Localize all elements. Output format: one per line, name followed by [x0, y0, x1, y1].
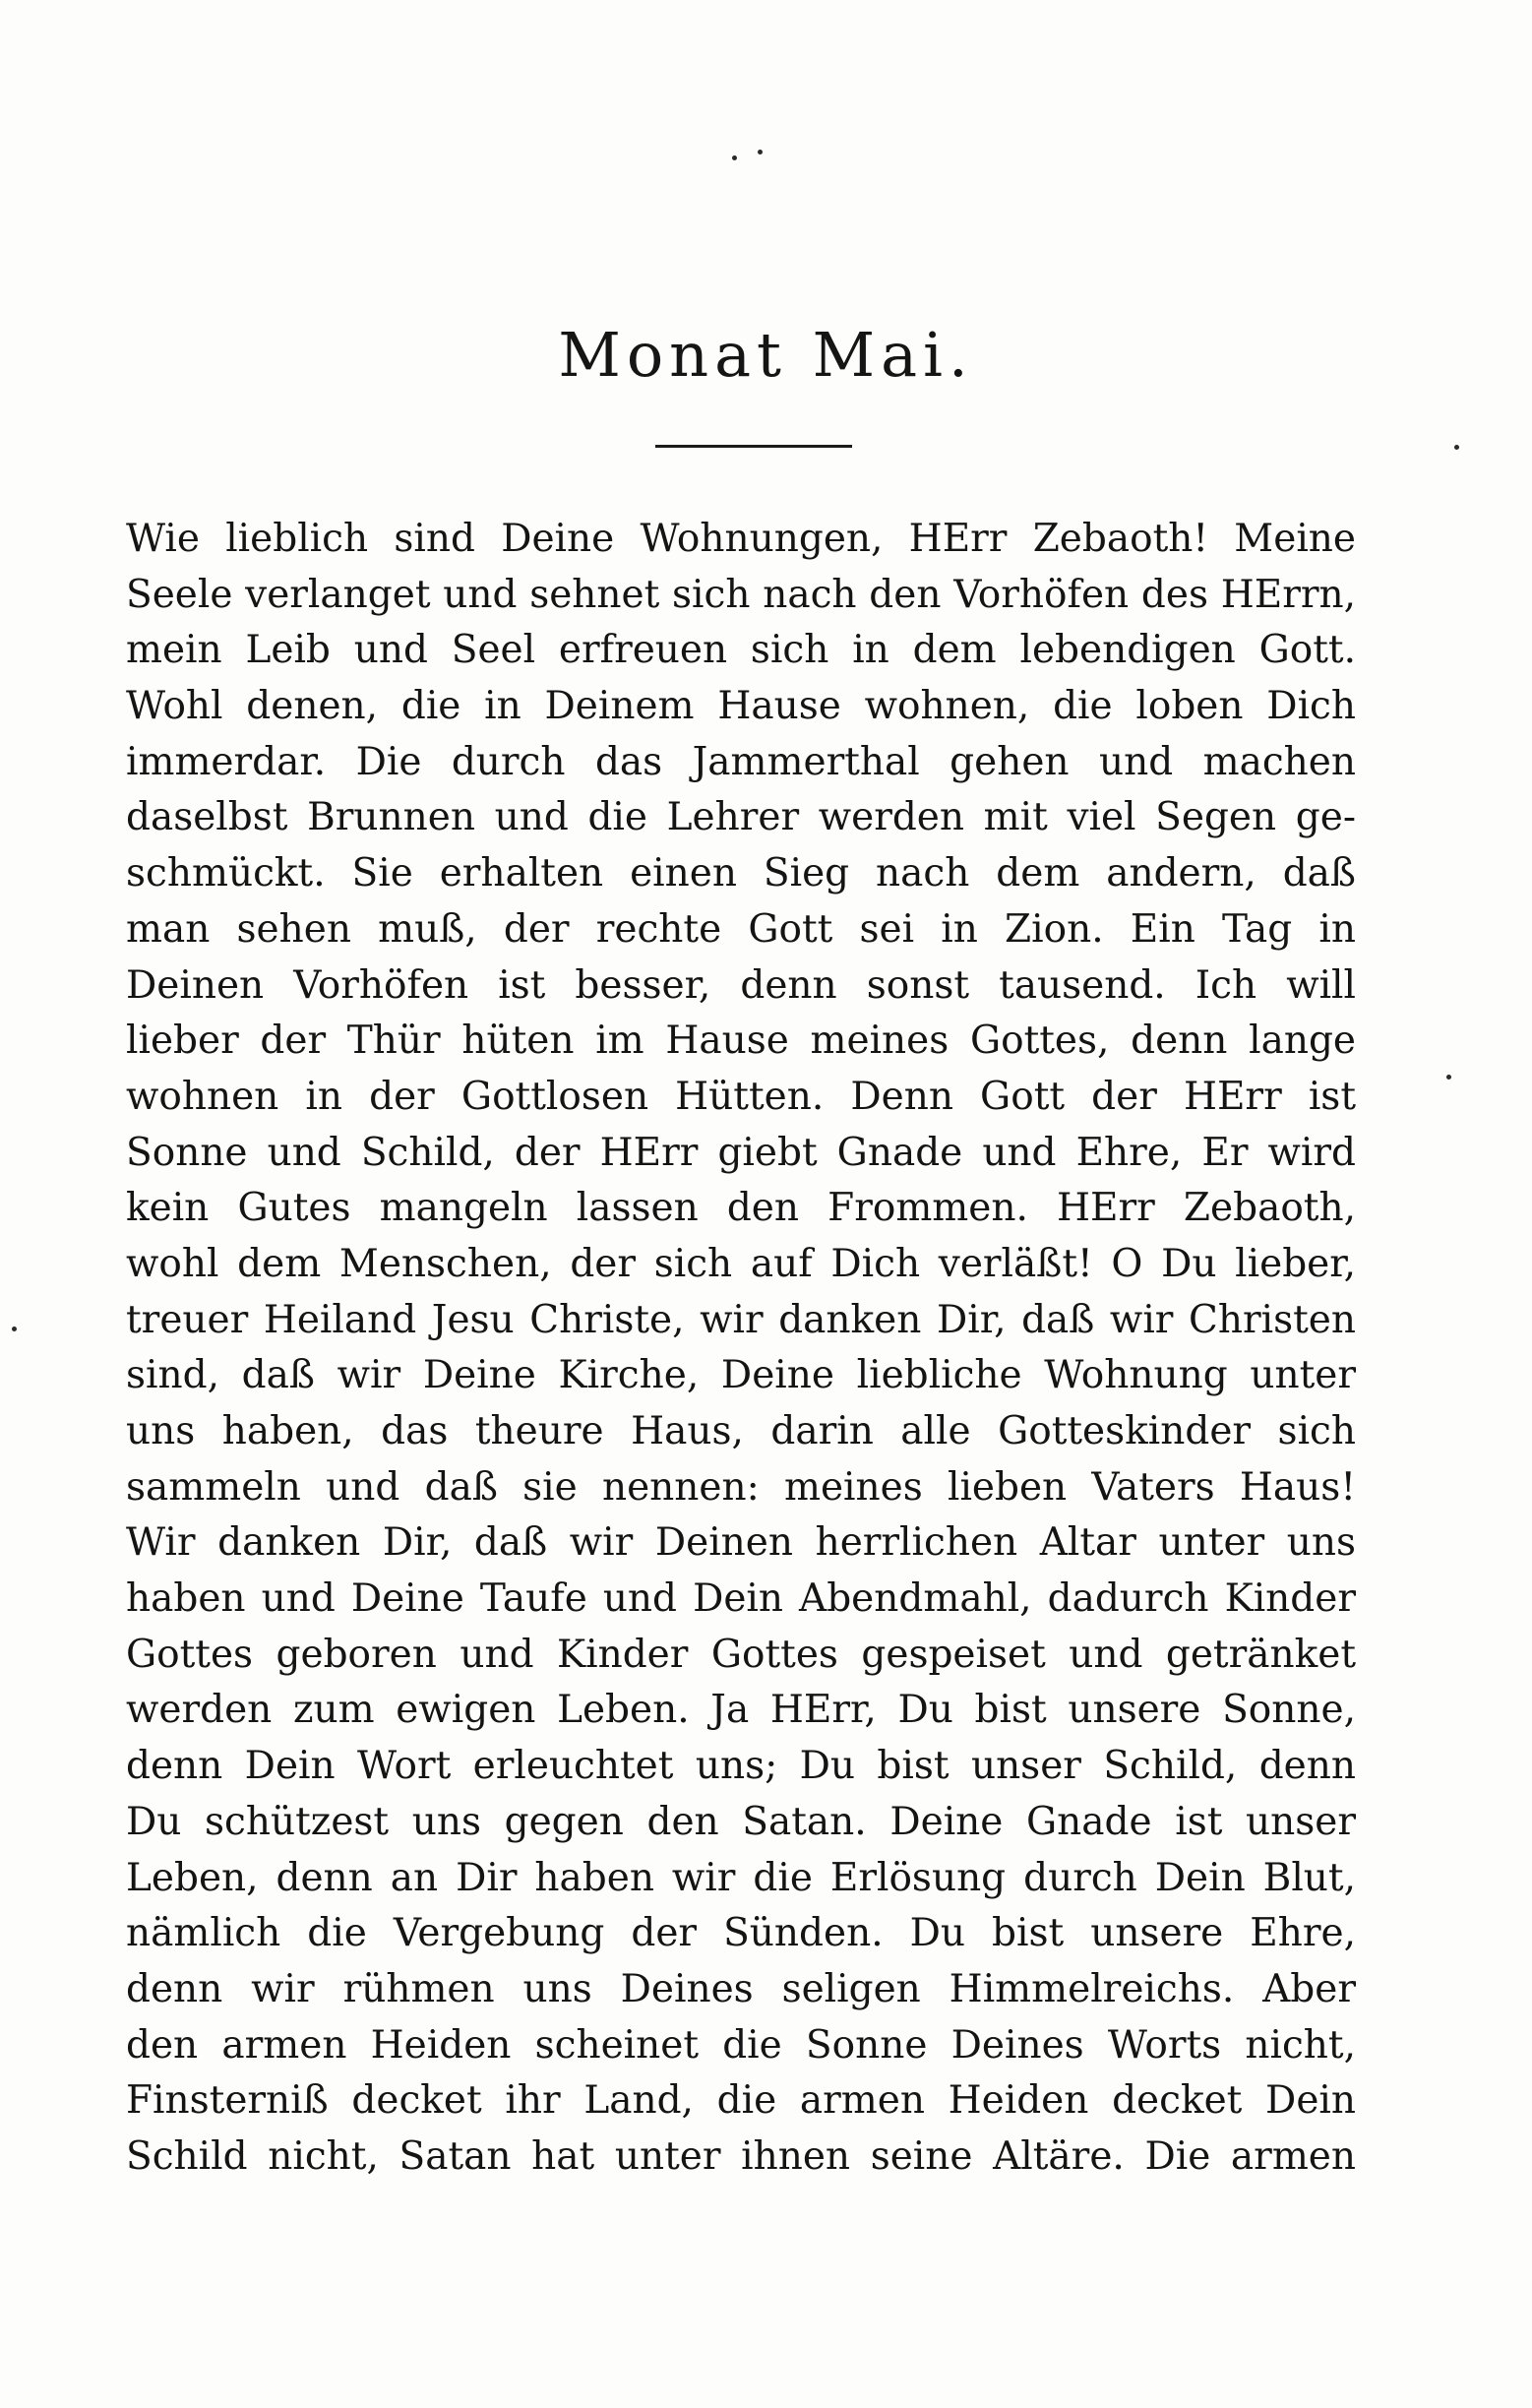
text-line: Du schützest uns gegen den Satan. Deine Gnade ist unser [126, 1799, 1356, 1844]
text-line: Deinen Vorhöfen ist besser, denn sonst tausend. Ich will [126, 962, 1356, 1008]
text-line: daselbst Brunnen und die Lehrer werden mit viel Segen ge- [126, 795, 1356, 840]
text-line: lieber der Thür hüten im Hause meines Gottes, denn lange [126, 1019, 1356, 1064]
text-line: Leben, denn an Dir haben wir die Erlösung durch Dein Blut, [126, 1855, 1356, 1900]
text-line: sammeln und daß sie nennen: meines lieben Vaters Haus! [126, 1464, 1356, 1510]
print-speck [758, 150, 763, 154]
text-line: denn Dein Wort erleuchtet uns; Du bist unser Schild, denn [126, 1744, 1356, 1789]
text-line: werden zum ewigen Leben. Ja HErr, Du bist unsere Sonne, [126, 1688, 1356, 1733]
text-line: kein Gutes mangeln lassen den Frommen. HErr Zebaoth, [126, 1186, 1356, 1231]
text-line: Gottes geboren und Kinder Gottes gespeiset und getränket [126, 1632, 1356, 1677]
text-line: immerdar. Die durch das Jammerthal gehen und machen [126, 739, 1356, 784]
text-line: Finsterniß decket ihr Land, die armen Heiden decket Dein [126, 2078, 1356, 2124]
text-line: wohl dem Menschen, der sich auf Dich verläßt! O Du lieber, [126, 1241, 1356, 1286]
text-line: mein Leib und Seel erfreuen sich in dem lebendigen Gott. [126, 628, 1356, 673]
text-line: Wohl denen, die in Deinem Hause wohnen, die loben Dich [126, 684, 1356, 729]
print-speck [12, 1327, 17, 1331]
text-line: Schild nicht, Satan hat unter ihnen seine Altäre. Die armen [126, 2133, 1356, 2179]
text-line: haben und Deine Taufe und Dein Abendmahl, dadurch Kinder [126, 1576, 1356, 1622]
title-divider [655, 445, 852, 448]
text-line: schmückt. Sie erhalten einen Sieg nach dem andern, daß [126, 851, 1356, 896]
print-speck [1446, 1075, 1451, 1080]
text-line: Seele verlanget und sehnet sich nach den Vorhöfen des HErrn, [126, 572, 1356, 617]
text-line: man sehen muß, der rechte Gott sei in Zion. Ein Tag in [126, 906, 1356, 952]
text-line: Wir danken Dir, daß wir Deinen herrlichen Altar unter uns [126, 1520, 1356, 1566]
text-line: Sonne und Schild, der HErr giebt Gnade und Ehre, Er wird [126, 1130, 1356, 1175]
body-text [126, 512, 1356, 2186]
text-line: sind, daß wir Deine Kirche, Deine liebliche Wohnung unter [126, 1353, 1356, 1398]
text-line: treuer Heiland Jesu Christe, wir danken Dir, daß wir Christen [126, 1297, 1356, 1342]
print-speck [1454, 445, 1459, 450]
text-line: den armen Heiden scheinet die Sonne Deines Worts nicht, [126, 2022, 1356, 2068]
text-line: nämlich die Vergebung der Sünden. Du bist unsere Ehre, [126, 1911, 1356, 1956]
text-line: Wie lieblich sind Deine Wohnungen, HErr Zebaoth! Meine [126, 517, 1356, 561]
page-title: Monat Mai. [558, 319, 974, 391]
print-speck [732, 155, 737, 160]
text-line: uns haben, das theure Haus, darin alle Gotteskinder sich [126, 1409, 1356, 1453]
text-line: denn wir rühmen uns Deines seligen Himmelreichs. Aber [126, 1966, 1356, 2011]
text-line: wohnen in der Gottlosen Hütten. Denn Gott der HErr ist [126, 1074, 1356, 1119]
